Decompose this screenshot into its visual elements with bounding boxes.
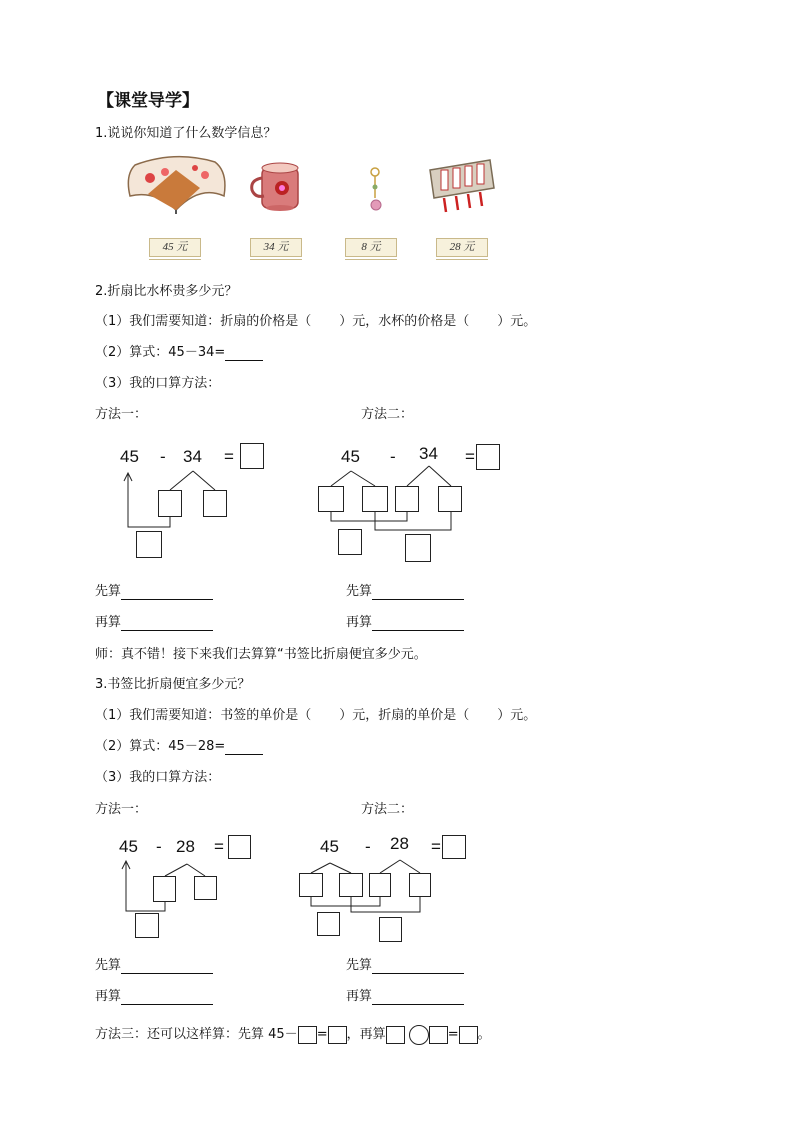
cup-icon [252, 163, 298, 211]
method-3-line [95, 1024, 491, 1046]
result-box[interactable] [317, 912, 340, 936]
formula-line [95, 739, 263, 755]
need-text: ）元。 [497, 708, 537, 723]
answer-box[interactable] [442, 835, 466, 859]
split-box[interactable] [318, 486, 344, 512]
answer-blank[interactable] [225, 348, 263, 361]
then-calc-line [346, 615, 464, 631]
equals-sign: = [214, 837, 224, 856]
then-calc-line [95, 989, 213, 1005]
split-box[interactable] [395, 486, 419, 512]
answer-box[interactable] [476, 444, 500, 470]
then-calc-line [346, 989, 464, 1005]
split-box[interactable] [153, 876, 176, 902]
then-calc-blank[interactable] [121, 992, 213, 1005]
first-calc-blank[interactable] [372, 961, 464, 974]
minuend: 45 [341, 447, 360, 466]
formula-text: （2）算式：45－34= [95, 345, 226, 360]
question-2: 2.折扇比水杯贵多少元？ [95, 284, 238, 299]
subtrahend: 28 [390, 834, 409, 853]
first-calc-line [95, 958, 213, 974]
answer-box[interactable] [240, 443, 264, 469]
price-tag: 8 元 [345, 238, 397, 257]
answer-box[interactable] [429, 1026, 448, 1044]
need-text: ）元。 [497, 314, 537, 329]
then-calc-blank[interactable] [372, 992, 464, 1005]
result-box[interactable] [136, 531, 162, 558]
question-1: 1.说说你知道了什么数学信息？ [95, 126, 277, 141]
then-calc-blank[interactable] [372, 618, 464, 631]
first-calc-line [346, 958, 464, 974]
pendant-icon [371, 168, 381, 210]
split-box[interactable] [409, 873, 431, 897]
split-box[interactable] [194, 876, 217, 900]
minus-sign: - [160, 447, 166, 466]
folding-fan-icon [128, 157, 225, 214]
method-3-text: ，再算 [346, 1027, 386, 1042]
answer-box[interactable] [328, 1026, 347, 1044]
then-label: 再算 [95, 615, 122, 630]
result-box[interactable] [405, 534, 431, 562]
then-calc-blank[interactable] [121, 618, 213, 631]
first-calc-blank[interactable] [372, 587, 464, 600]
result-box[interactable] [338, 529, 362, 555]
minus-sign: - [365, 837, 371, 856]
equals-sign: = [316, 1027, 328, 1042]
first-label: 先算 [95, 958, 122, 973]
need-text: （1）我们需要知道：折扇的价格是（ [95, 314, 312, 329]
need-line [95, 708, 536, 724]
then-label: 再算 [95, 989, 122, 1004]
need-text: （1）我们需要知道：书签的单价是（ [95, 708, 312, 723]
split-box[interactable] [299, 873, 323, 897]
method-2-label: 方法二： [361, 407, 414, 422]
equals-sign: = [431, 837, 441, 856]
then-label: 再算 [346, 989, 373, 1004]
split-box[interactable] [203, 490, 227, 517]
need-text: ）元，水杯的价格是（ [339, 314, 470, 329]
formula-line [95, 345, 263, 361]
method-1-label: 方法一： [95, 802, 148, 817]
split-box[interactable] [339, 873, 363, 897]
first-label: 先算 [346, 584, 373, 599]
method-prompt: （3）我的口算方法： [95, 770, 221, 785]
need-text: ）元，折扇的单价是（ [339, 708, 470, 723]
need-line [95, 314, 536, 330]
answer-box[interactable] [386, 1026, 405, 1044]
bookmark-icon [430, 160, 494, 212]
period: 。 [477, 1027, 491, 1042]
equals-sign: = [465, 447, 475, 466]
price-tag: 28 元 [436, 238, 488, 257]
first-label: 先算 [346, 958, 373, 973]
subtrahend: 34 [183, 447, 202, 466]
then-calc-line [95, 615, 213, 631]
split-box[interactable] [362, 486, 388, 512]
minuend: 45 [119, 837, 138, 856]
equals-sign: = [224, 447, 234, 466]
method-1-label: 方法一： [95, 407, 148, 422]
method-prompt: （3）我的口算方法： [95, 376, 221, 391]
result-box[interactable] [379, 917, 402, 942]
equals-sign: = [447, 1027, 459, 1042]
subtrahend: 28 [176, 837, 195, 856]
first-calc-line [346, 584, 464, 600]
question-3: 3.书签比折扇便宜多少元？ [95, 677, 251, 692]
first-label: 先算 [95, 584, 122, 599]
formula-text: （2）算式：45－28= [95, 739, 226, 754]
teacher-remark: 师：真不错！接下来我们去算算“书签比折扇便宜多少元。 [95, 647, 427, 662]
minus-sign: - [156, 837, 162, 856]
price-tag: 34 元 [250, 238, 302, 257]
split-box[interactable] [438, 486, 462, 512]
minuend: 45 [120, 447, 139, 466]
section-title: 【课堂导学】 [97, 91, 199, 111]
method-3-text: 方法三：还可以这样算：先算 45－ [95, 1027, 298, 1042]
answer-box[interactable] [228, 835, 251, 859]
answer-box[interactable] [298, 1026, 317, 1044]
subtrahend: 34 [419, 444, 438, 463]
minus-sign: - [390, 447, 396, 466]
then-label: 再算 [346, 615, 373, 630]
first-calc-blank[interactable] [121, 961, 213, 974]
first-calc-line [95, 584, 213, 600]
method-2-label: 方法二： [361, 802, 414, 817]
minuend: 45 [320, 837, 339, 856]
split-box[interactable] [369, 873, 391, 897]
first-calc-blank[interactable] [121, 587, 213, 600]
result-box[interactable] [135, 913, 159, 938]
operator-circle[interactable] [409, 1025, 429, 1045]
answer-blank[interactable] [225, 742, 263, 755]
split-box[interactable] [158, 490, 182, 517]
answer-box[interactable] [459, 1026, 478, 1044]
price-tag: 45 元 [149, 238, 201, 257]
